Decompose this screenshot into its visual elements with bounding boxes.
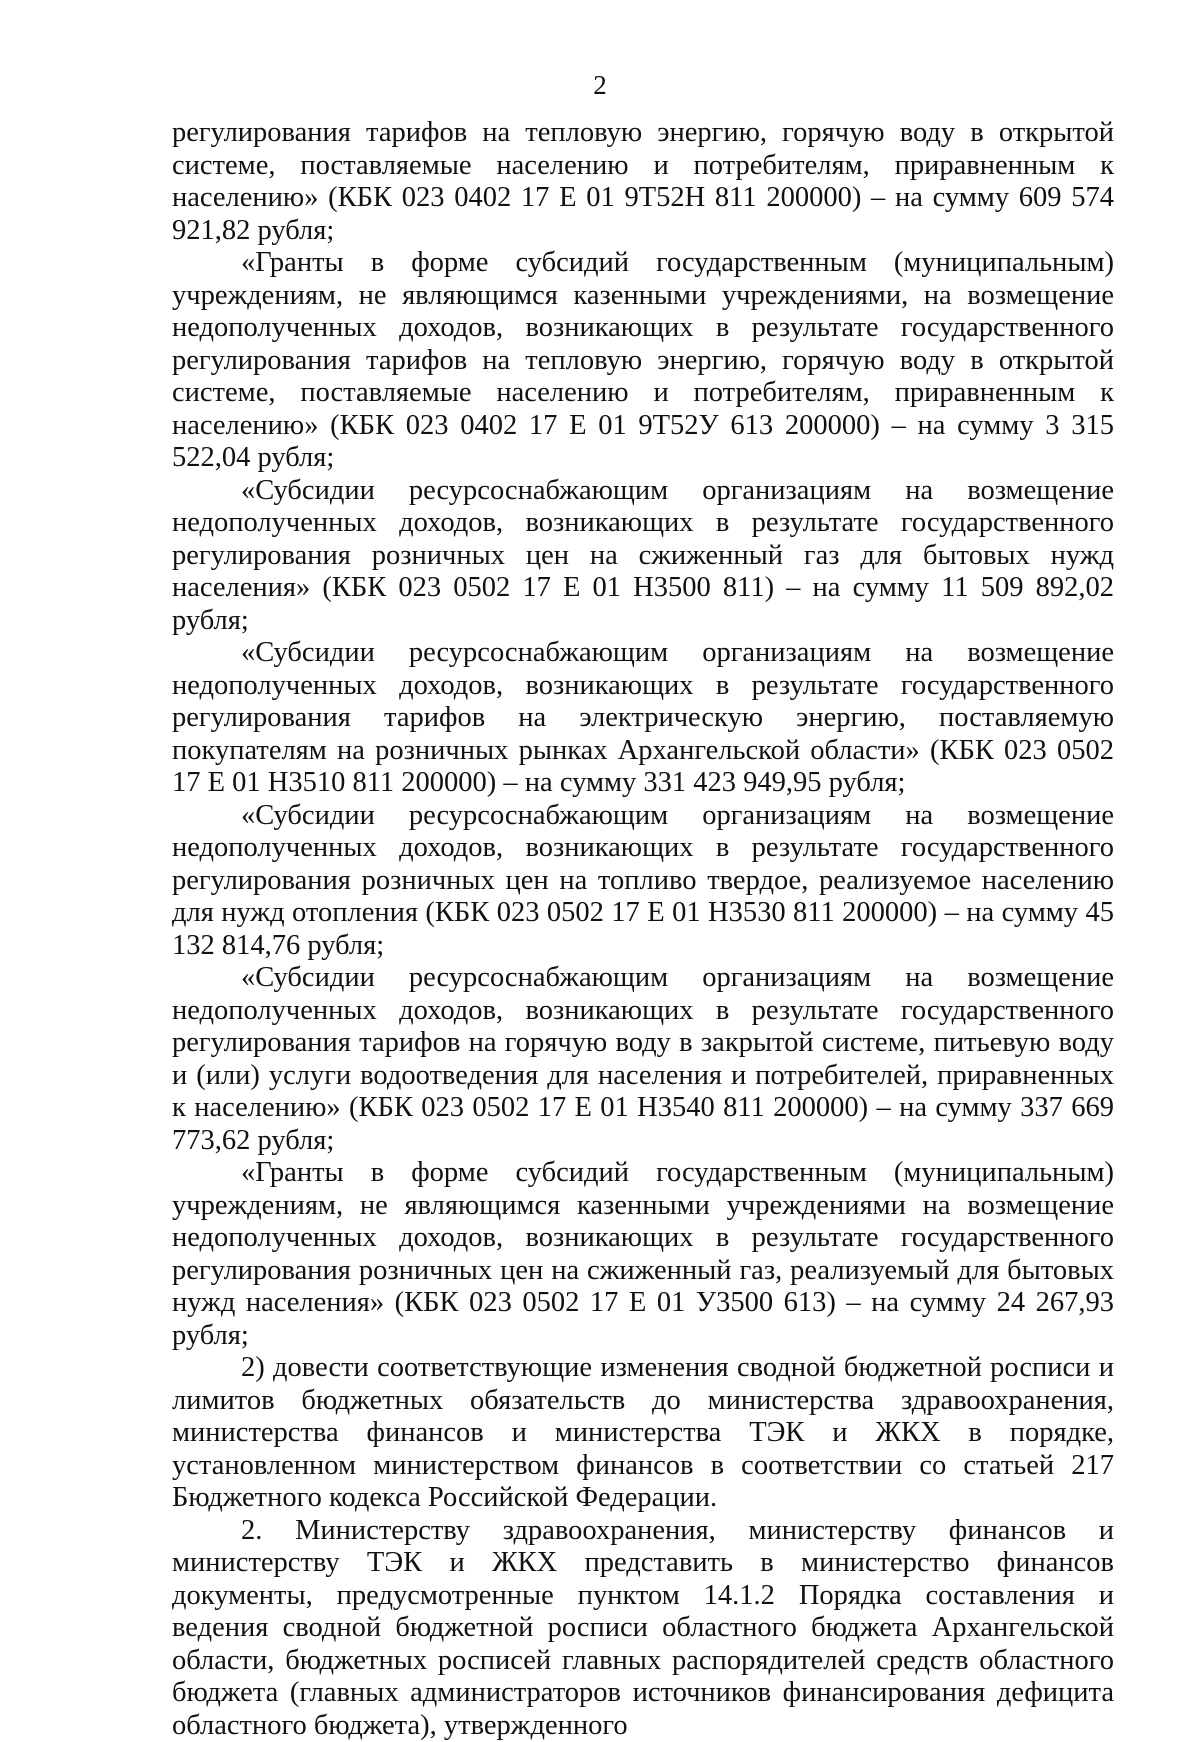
paragraph-3: «Субсидии ресурсоснабжающим организациям на возмещение недополученных доходов, возникающих в результате государственного регулирования розничных цен на сжиженный газ для бытовых нужд населения» (КБК 023 0502 17 Е 01 Н3500 811) – на сумму 11 509 892,02 рубля; — [172, 475, 1114, 638]
paragraph-6: «Субсидии ресурсоснабжающим организациям на возмещение недополученных доходов, возникающих в результате государственного регулирования тарифов на горячую воду в закрытой системе, питьевую воду и (или) услуги водоотведения для населения и потребителей, приравненных к населению» (КБК 023 0502 17 Е 01 Н3540 811 200000) – на сумму 337 669 773,62 рубля; — [172, 962, 1114, 1157]
paragraph-5: «Субсидии ресурсоснабжающим организациям на возмещение недополученных доходов, возникающих в результате государственного регулирования розничных цен на топливо твердое, реализуемое населению для нужд отопления (КБК 023 0502 17 Е 01 Н3530 811 200000) – на сумму 45 132 814,76 рубля; — [172, 800, 1114, 963]
paragraph-4: «Субсидии ресурсоснабжающим организациям на возмещение недополученных доходов, возникающих в результате государственного регулирования тарифов на электрическую энергию, поставляемую покупателям на розничных рынках Архангельской области» (КБК 023 0502 17 Е 01 Н3510 811 200000) – на сумму 331 423 949,95 рубля; — [172, 637, 1114, 800]
document-body — [172, 117, 1114, 1742]
page-number: 2 — [0, 70, 1200, 100]
paragraph-2: «Гранты в форме субсидий государственным (муниципальным) учреждениям, не являющимся казенными учреждениями, на возмещение недополученных доходов, возникающих в результате государственного регулирования тарифов на тепловую энергию, горячую воду в открытой системе, поставляемые населению и потребителям, приравненным к населению» (КБК 023 0402 17 Е 01 9Т52У 613 200000) – на сумму 3 315 522,04 рубля; — [172, 247, 1114, 475]
paragraph-1: регулирования тарифов на тепловую энергию, горячую воду в открытой системе, поставляемые населению и потребителям, приравненным к населению» (КБК 023 0402 17 Е 01 9Т52Н 811 200000) – на сумму 609 574 921,82 рубля; — [172, 117, 1114, 247]
paragraph-9: 2. Министерству здравоохранения, министерству финансов и министерству ТЭК и ЖКХ представить в министерство финансов документы, предусмотренные пунктом 14.1.2 Порядка составления и ведения сводной бюджетной росписи областного бюджета Архангельской области, бюджетных росписей главных распорядителей средств областного бюджета (главных администраторов источников финансирования дефицита областного бюджета), утвержденного — [172, 1515, 1114, 1742]
paragraph-7: «Гранты в форме субсидий государственным (муниципальным) учреждениям, не являющимся казенными учреждениями на возмещение недополученных доходов, возникающих в результате государственного регулирования розничных цен на сжиженный газ, реализуемый для бытовых нужд населения» (КБК 023 0502 17 Е 01 У3500 613) – на сумму 24 267,93 рубля; — [172, 1157, 1114, 1352]
paragraph-8: 2) довести соответствующие изменения сводной бюджетной росписи и лимитов бюджетных обязательств до министерства здравоохранения, министерства финансов и министерства ТЭК и ЖКХ в порядке, установленном министерством финансов в соответствии со статьей 217 Бюджетного кодекса Российской Федерации. — [172, 1352, 1114, 1515]
